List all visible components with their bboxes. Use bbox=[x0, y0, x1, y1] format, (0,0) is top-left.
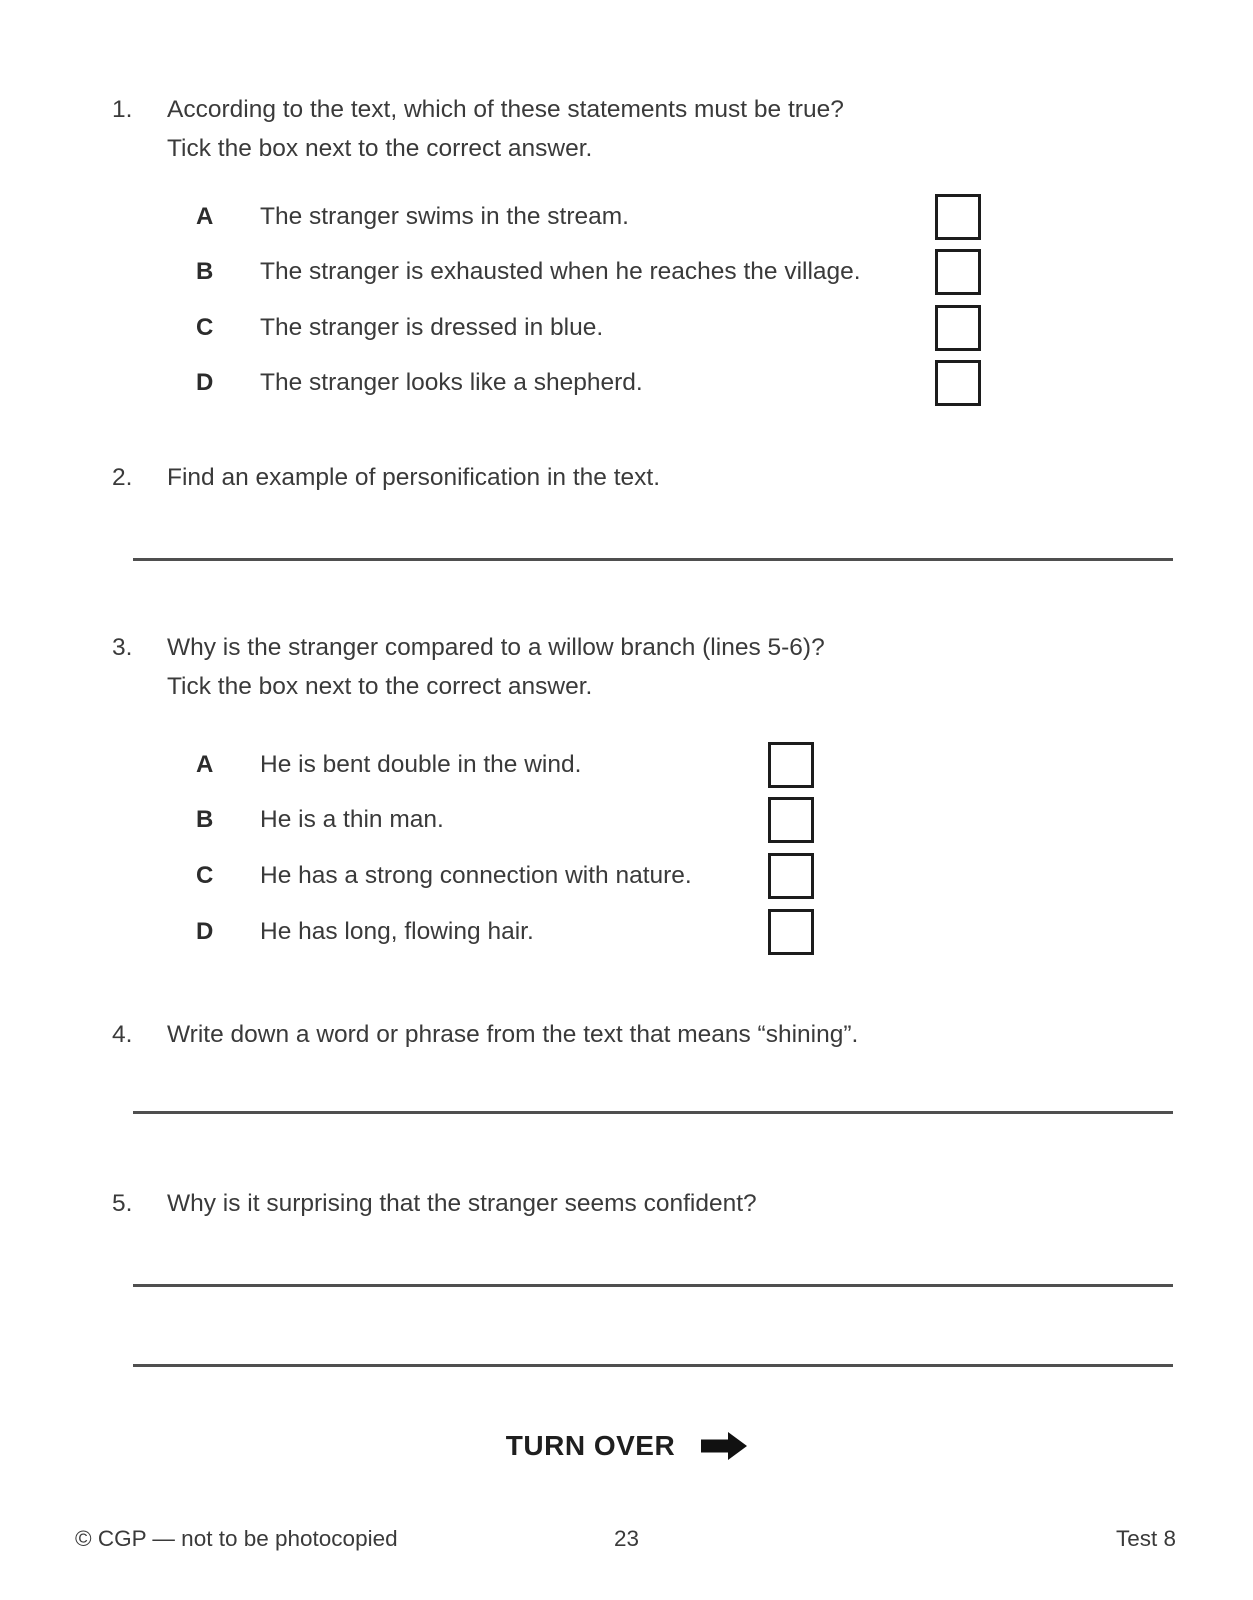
question-1-option-c bbox=[0, 305, 1253, 351]
footer-copyright: © CGP — not to be photocopied bbox=[75, 1526, 398, 1551]
option-text: He has long, flowing hair. bbox=[260, 918, 534, 945]
question-3-prompt-line-1: Why is the stranger compared to a willow branch (lines 5-6)? bbox=[167, 634, 825, 661]
question-1-option-d bbox=[0, 360, 1253, 406]
question-1-option-a-checkbox[interactable] bbox=[935, 194, 981, 240]
option-letter: C bbox=[196, 862, 214, 889]
option-letter: A bbox=[196, 751, 214, 778]
question-5-answer-line-2[interactable] bbox=[133, 1364, 1173, 1367]
question-4-prompt bbox=[167, 1016, 858, 1055]
option-text: He is a thin man. bbox=[260, 806, 444, 833]
option-letter: A bbox=[196, 203, 214, 230]
question-5-prompt bbox=[167, 1185, 757, 1224]
question-3-option-c bbox=[0, 853, 1253, 899]
question-1-option-a bbox=[0, 194, 1253, 240]
question-1-option-b-checkbox[interactable] bbox=[935, 249, 981, 295]
question-3-prompt-line-2: Tick the box next to the correct answer. bbox=[167, 672, 593, 700]
question-5-prompt-line-1: Why is it surprising that the stranger seems confident? bbox=[167, 1190, 757, 1217]
option-letter: D bbox=[196, 369, 214, 396]
option-text: The stranger looks like a shepherd. bbox=[260, 369, 643, 396]
question-3-option-c-checkbox[interactable] bbox=[768, 853, 814, 899]
question-1-prompt-line-2: Tick the box next to the correct answer. bbox=[167, 134, 593, 162]
question-5-answer-line-1[interactable] bbox=[133, 1284, 1173, 1287]
question-4-prompt-line-1: Write down a word or phrase from the text that means “shining”. bbox=[167, 1021, 859, 1048]
option-letter: B bbox=[196, 806, 214, 833]
option-letter: C bbox=[196, 314, 214, 341]
question-2-answer-line[interactable] bbox=[133, 558, 1173, 561]
question-1-number: 1. bbox=[112, 96, 133, 123]
question-1-prompt bbox=[167, 91, 844, 168]
question-4-number: 4. bbox=[112, 1021, 133, 1048]
question-2-number: 2. bbox=[112, 464, 133, 491]
question-1-prompt-line-1: According to the text, which of these statements must be true? bbox=[167, 96, 844, 123]
question-3-option-d-checkbox[interactable] bbox=[768, 909, 814, 955]
option-text: The stranger is exhausted when he reaches the village. bbox=[260, 258, 861, 285]
question-3-option-b-checkbox[interactable] bbox=[768, 797, 814, 843]
option-letter: B bbox=[196, 258, 214, 285]
question-4-answer-line[interactable] bbox=[133, 1111, 1173, 1114]
question-3-option-b bbox=[0, 797, 1253, 843]
question-1-option-b bbox=[0, 249, 1253, 295]
question-2-prompt-line-1: Find an example of personification in the text. bbox=[167, 464, 661, 491]
question-1-option-c-checkbox[interactable] bbox=[935, 305, 981, 351]
option-letter: D bbox=[196, 918, 214, 945]
turn-over bbox=[0, 1430, 1253, 1462]
turn-over-label: TURN OVER bbox=[505, 1430, 676, 1461]
option-text: The stranger swims in the stream. bbox=[260, 203, 629, 230]
right-arrow-icon bbox=[701, 1432, 747, 1460]
question-5-number: 5. bbox=[112, 1190, 133, 1217]
question-3-option-a-checkbox[interactable] bbox=[768, 742, 814, 788]
option-text: He has a strong connection with nature. bbox=[260, 862, 692, 889]
question-2-prompt bbox=[167, 459, 660, 498]
question-1-option-d-checkbox[interactable] bbox=[935, 360, 981, 406]
option-text: He is bent double in the wind. bbox=[260, 751, 582, 778]
page-number: 23 bbox=[613, 1526, 640, 1551]
question-3-number: 3. bbox=[112, 634, 133, 661]
option-text: The stranger is dressed in blue. bbox=[260, 314, 604, 341]
question-3-option-d bbox=[0, 909, 1253, 955]
footer-test-number: Test 8 bbox=[1115, 1526, 1176, 1551]
question-3-prompt bbox=[167, 629, 825, 706]
question-3-option-a bbox=[0, 742, 1253, 788]
